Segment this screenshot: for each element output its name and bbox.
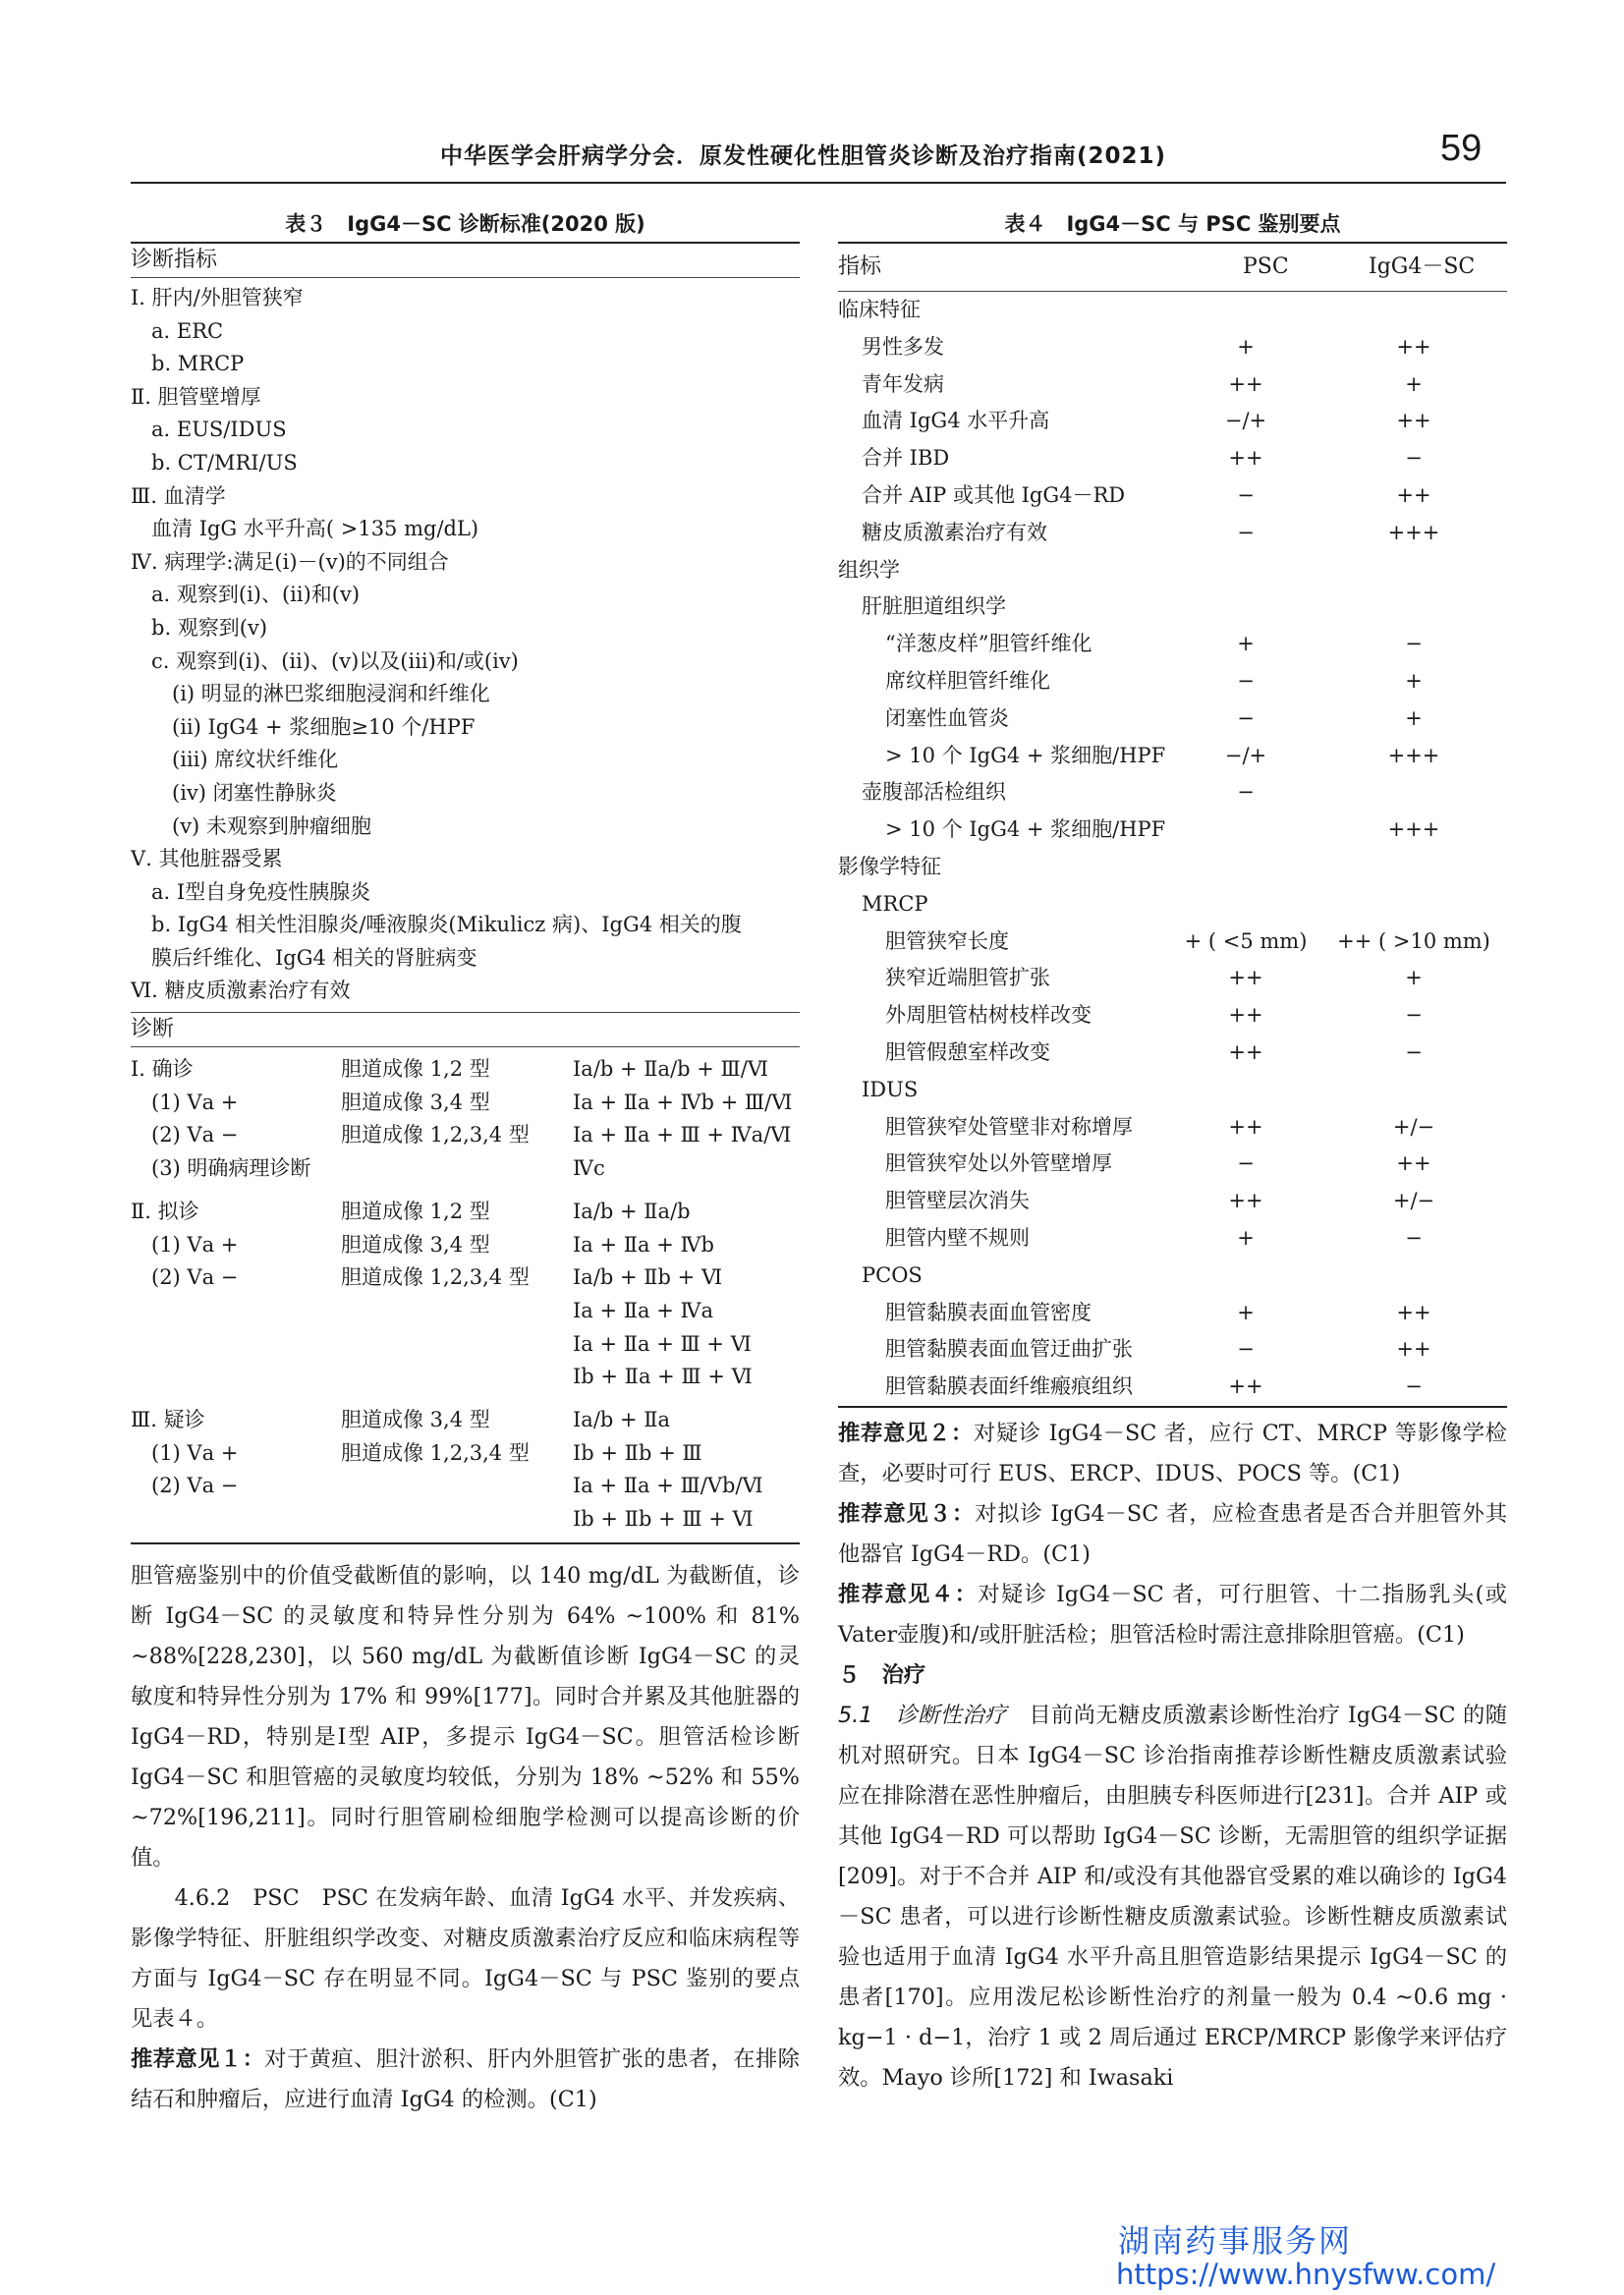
table4-row — [838, 1146, 1507, 1183]
table4-col-igg4sc: IgG4－SC — [1369, 254, 1476, 279]
table4-row — [838, 1109, 1507, 1147]
igg4sc-text: +/− — [1392, 1189, 1435, 1213]
criteria-row: (ⅱ) IgG4 + 浆细胞≥10 个/HPF — [131, 714, 476, 739]
table4-label: 胆管黏膜表面血管密度 — [885, 1300, 1092, 1324]
criteria-row: (ⅰ) 明显的淋巴浆细胞浸润和纤维化 — [131, 682, 490, 706]
table4-col-indicator: 指标 — [838, 254, 882, 279]
imaging-type: 胆道成像 1,2,3,4 型 — [341, 1440, 530, 1465]
criteria-row: Ⅴ. 其他脏器受累 — [131, 847, 283, 871]
criteria-row: a. EUS/IDUS — [131, 418, 287, 442]
diagnosis-row — [131, 1119, 800, 1152]
table4-label: 壶腹部活检组织 — [862, 780, 1006, 805]
igg4sc-text: ++ — [1396, 334, 1431, 359]
imaging-type: 胆道成像 1,2,3,4 型 — [341, 1123, 530, 1148]
criteria-row: a. 观察到(ⅰ)、(ⅱ)和(ⅴ) — [131, 583, 361, 607]
table4-label: 胆管内壁不规则 — [885, 1225, 1030, 1250]
psc-text: + — [1237, 1225, 1255, 1250]
table-rule — [131, 1542, 800, 1544]
criteria-combo: Ⅰa + Ⅱa + Ⅳb — [573, 1232, 714, 1257]
table4-label: 闭塞性血管炎 — [885, 705, 1009, 730]
table3-criteria — [131, 278, 800, 1008]
psc-text: + — [1237, 334, 1255, 359]
criteria-combo: Ⅰa/b + Ⅱa/b — [573, 1199, 691, 1223]
criteria-row: c. 观察到(ⅰ)、(ⅱ)、(ⅴ)以及(ⅲ)和/或(ⅳ) — [131, 648, 519, 673]
diagnosis-row — [131, 1053, 800, 1087]
igg4sc-text: +++ — [1387, 817, 1440, 842]
psc-text: ++ — [1228, 1114, 1263, 1139]
recommendation-lead: 推荐意见１： — [131, 2045, 265, 2072]
criteria-row: Ⅳ. 病理学:满足(ⅰ)－(ⅴ)的不同组合 — [131, 549, 449, 574]
table4-col-psc: PSC — [1243, 254, 1289, 279]
criteria-combo: Ⅰa + Ⅱa + Ⅲ + Ⅳa/Ⅵ — [573, 1123, 792, 1148]
diagnosis-level: (1) Ⅴa + — [131, 1090, 239, 1114]
table4-row — [838, 440, 1507, 477]
recommendation-lead: 推荐意见４： — [838, 1581, 979, 1607]
criteria-combo: Ⅰa/b + Ⅱb + Ⅵ — [573, 1265, 723, 1290]
header-rule — [131, 182, 1506, 184]
criteria-row: b. IgG4 相关性泪腺炎/唾液腺炎(Mikulicz 病)、IgG4 相关的腹 — [131, 913, 742, 937]
imaging-type: 胆道成像 1,2 型 — [341, 1199, 490, 1223]
table4-label: 男性多发 — [862, 334, 944, 359]
criteria-row: Ⅱ. 胆管壁增厚 — [131, 384, 261, 409]
igg4sc-text: ++ ( >10 mm) — [1337, 928, 1490, 953]
diagnosis-row — [131, 1261, 800, 1295]
criteria-combo: Ⅰa/b + Ⅱa — [573, 1407, 671, 1431]
table4-row — [838, 1369, 1507, 1406]
recommendation-1 — [131, 2040, 800, 2120]
subsection-lead: 5.1 诊断性治疗 — [838, 1702, 1007, 1728]
table4-row — [838, 626, 1507, 663]
igg4sc-text: + — [1405, 966, 1423, 990]
table4-header-row — [838, 244, 1507, 291]
psc-text: ++ — [1228, 966, 1263, 990]
psc-text: ++ — [1228, 1189, 1263, 1213]
psc-text: + — [1237, 1300, 1255, 1324]
criteria-combo: Ⅰb + Ⅱa + Ⅲ + Ⅵ — [573, 1365, 753, 1389]
igg4sc-text: − — [1405, 1039, 1423, 1064]
imaging-type: 胆道成像 1,2,3,4 型 — [341, 1265, 530, 1290]
running-header: 中华医学会肝病学分会．原发性硬化性胆管炎诊断及治疗指南(2021) — [440, 143, 1167, 169]
diagnosis-row — [131, 1404, 800, 1437]
diagnosis-level: Ⅲ. 疑诊 — [131, 1407, 205, 1431]
igg4sc-text: +/− — [1392, 1114, 1435, 1139]
table4-label: > 10 个 IgG4 + 浆细胞/HPF — [885, 817, 1166, 842]
table4-row — [838, 329, 1507, 366]
psc-text: − — [1237, 780, 1255, 805]
igg4sc-text: ++ — [1396, 1300, 1431, 1324]
table4-label: 糖皮质激素治疗有效 — [862, 520, 1047, 544]
table4-row — [838, 812, 1507, 849]
diagnosis-level: (2) Ⅴa − — [131, 1123, 239, 1148]
table4-label: 胆管狭窄长度 — [885, 928, 1009, 953]
criteria-combo: Ⅰb + Ⅱb + Ⅲ + Ⅵ — [573, 1507, 754, 1531]
table4-label: 胆管假憩室样改变 — [885, 1039, 1050, 1064]
table4-row — [838, 1072, 1507, 1109]
table4-row — [838, 477, 1507, 515]
right-body-text — [838, 1414, 1507, 2099]
right-column — [838, 206, 1507, 2099]
psc-text: ++ — [1228, 1039, 1263, 1064]
table4-label: PCOS — [862, 1262, 923, 1287]
table4-label: IDUS — [862, 1077, 919, 1101]
recommendation-2 — [838, 1414, 1507, 1494]
criteria-row: (ⅳ) 闭塞性静脉炎 — [131, 780, 337, 805]
table4-label: 组织学 — [838, 557, 900, 582]
igg4sc-text: ++ — [1396, 1337, 1431, 1362]
table4-label: 席纹样胆管纤维化 — [885, 668, 1050, 693]
group-gap — [131, 1394, 800, 1404]
diagnosis-level: Ⅱ. 拟诊 — [131, 1199, 199, 1223]
criteria-row: a. Ⅰ型自身免疫性胰腺炎 — [131, 879, 371, 904]
table4-row — [838, 1220, 1507, 1258]
igg4sc-text: − — [1405, 632, 1423, 656]
criteria-row: b. CT/MRI/US — [131, 450, 298, 475]
diagnosis-level: (3) 明确病理诊断 — [131, 1156, 311, 1181]
table4-row — [838, 774, 1507, 812]
diagnosis-level: (2) Ⅴa − — [131, 1265, 239, 1290]
criteria-row: Ⅰ. 肝内/外胆管狭窄 — [131, 286, 304, 309]
table4-label: 影像学特征 — [838, 854, 941, 878]
criteria-row: 膜后纤维化、IgG4 相关的肾脏病变 — [131, 945, 477, 970]
criteria-combo: Ⅰa + Ⅱa + Ⅲ + Ⅵ — [573, 1331, 752, 1356]
igg4sc-text: + — [1405, 668, 1423, 693]
criteria-row: a. ERC — [131, 318, 224, 343]
subsection-text: 目前尚无糖皮质激素诊断性治疗 IgG4－SC 的随机对照研究。日本 IgG4－SC 诊治指南推荐诊断性糖皮质激素试验应在排除潜在恶性肿瘤后，由胆胰专科医师进行[231]。合并 AIP 或其他 IgG4－RD 可以帮助 IgG4－SC 诊断，无需胆管的组织学证据[209]。对于不合并 AIP 和/或没有其他器官受累的难以确诊的 IgG4－SC 患者，可以进行诊断性糖皮质激素试验。诊断性糖皮质激素试验也适用于血清 IgG4 水平升高且胆管造影结果提示 IgG4－SC 的患者[170]。应用泼尼松诊断性治疗的剂量一般为 0.4 ~0.6 mg · kg−1 · d−1，治疗 1 或 2 周后通过 ERCP/MRCP 影像学来评估疗效。Mayo 诊所[172] 和 Iwasaki — [838, 1702, 1507, 2091]
table4-label: 合并 IBD — [862, 446, 950, 471]
diagnosis-level: (1) Ⅴa + — [131, 1440, 239, 1465]
table4-row — [838, 366, 1507, 404]
igg4sc-text: + — [1405, 371, 1423, 396]
igg4sc-text: +++ — [1387, 743, 1440, 767]
criteria-combo: Ⅰa + Ⅱa + Ⅳa — [573, 1298, 714, 1322]
diagnosis-row — [131, 1361, 800, 1394]
psc-text: ++ — [1228, 446, 1263, 471]
table4-label: 青年发病 — [862, 371, 944, 396]
criteria-row: Ⅲ. 血清学 — [131, 483, 226, 508]
imaging-type: 胆道成像 3,4 型 — [341, 1232, 490, 1257]
psc-text: − — [1237, 705, 1255, 730]
diagnosis-row — [131, 1152, 800, 1186]
table4-row — [838, 292, 1507, 329]
igg4sc-text: ++ — [1396, 482, 1431, 507]
diagnosis-row — [131, 1196, 800, 1229]
table4-row — [838, 924, 1507, 961]
igg4sc-text: +++ — [1387, 520, 1440, 544]
table4-row — [838, 1183, 1507, 1220]
criteria-row: Ⅵ. 糖皮质激素治疗有效 — [131, 979, 351, 1003]
recommendation-lead: 推荐意见３： — [838, 1500, 976, 1527]
criteria-combo: Ⅰa/b + Ⅱa/b + Ⅲ/Ⅵ — [573, 1057, 768, 1082]
table4-label: > 10 个 IgG4 + 浆细胞/HPF — [885, 743, 1166, 767]
table4-row — [838, 849, 1507, 886]
watermark-site-name: 湖南药事服务网 — [1118, 2222, 1353, 2260]
table3-diagnosis-header: 诊断 — [131, 1017, 175, 1042]
table4-label: 临床特征 — [838, 298, 921, 321]
table3-criteria-header: 诊断指标 — [131, 248, 218, 272]
table4-row — [838, 1035, 1507, 1072]
table4-label: “洋葱皮样”胆管纤维化 — [885, 632, 1092, 656]
table4-title: 表４ IgG4－SC 与 PSC 鉴别要点 — [1004, 212, 1341, 236]
psc-text: ++ — [1228, 1003, 1263, 1028]
criteria-combo: Ⅰb + Ⅱb + Ⅲ — [573, 1440, 702, 1465]
psc-text: + — [1237, 632, 1255, 656]
igg4sc-text: − — [1405, 1374, 1423, 1399]
criteria-combo: Ⅰa + Ⅱa + Ⅲ/Ⅴb/Ⅵ — [573, 1474, 763, 1498]
psc-text: + ( <5 mm) — [1184, 928, 1308, 953]
page-number: 59 — [1440, 128, 1483, 169]
igg4sc-text: ++ — [1396, 1151, 1431, 1176]
watermark-url[interactable]: https://www.hnysfww.com/ — [1116, 2258, 1496, 2291]
recommendation-3 — [838, 1494, 1507, 1575]
table4-label: 胆管壁层次消失 — [885, 1189, 1030, 1213]
table4-label: 胆管黏膜表面血管迂曲扩张 — [885, 1337, 1133, 1362]
table4-row — [838, 552, 1507, 589]
diagnosis-row — [131, 1503, 800, 1537]
table4-label: 胆管狭窄处以外管壁增厚 — [885, 1151, 1112, 1176]
criteria-row: 血清 IgG 水平升高( >135 mg/dL) — [131, 517, 479, 541]
diagnosis-row — [131, 1087, 800, 1120]
psc-text: − — [1237, 1151, 1255, 1176]
igg4sc-text: − — [1405, 446, 1423, 471]
diagnosis-level: (1) Ⅴa + — [131, 1232, 239, 1257]
table4-row — [838, 1295, 1507, 1332]
table4-label: 外周胆管枯树枝样改变 — [885, 1003, 1092, 1028]
table4-label: 合并 AIP 或其他 IgG4－RD — [862, 482, 1126, 507]
diagnosis-row — [131, 1229, 800, 1262]
table4-label: 胆管狭窄处管壁非对称增厚 — [885, 1114, 1133, 1139]
igg4sc-text: − — [1405, 1225, 1423, 1250]
table4-row — [838, 886, 1507, 924]
imaging-type: 胆道成像 3,4 型 — [341, 1090, 490, 1114]
psc-text: − — [1237, 482, 1255, 507]
criteria-row: (ⅴ) 未观察到肿瘤细胞 — [131, 813, 371, 838]
diagnosis-row — [131, 1470, 800, 1503]
table4-row — [838, 997, 1507, 1035]
psc-text: −/+ — [1224, 409, 1267, 433]
table4-label: MRCP — [862, 891, 928, 916]
igg4sc-text: ++ — [1396, 409, 1431, 433]
psc-text: − — [1237, 668, 1255, 693]
criteria-combo: Ⅰa + Ⅱa + Ⅳb + Ⅲ/Ⅵ — [573, 1090, 793, 1114]
section-heading: ５ 治疗 — [838, 1661, 926, 1688]
imaging-type: 胆道成像 3,4 型 — [341, 1407, 490, 1431]
table3-diagnosis — [131, 1047, 800, 1537]
table4-row — [838, 1331, 1507, 1369]
diagnosis-row — [131, 1437, 800, 1471]
criteria-row: b. MRCP — [131, 352, 245, 376]
psc-text: − — [1237, 1337, 1255, 1362]
table4-row — [838, 1258, 1507, 1295]
recommendation-4 — [838, 1575, 1507, 1655]
psc-text: ++ — [1228, 1374, 1263, 1399]
table4-body — [838, 292, 1507, 1406]
table3-title: 表３ IgG4－SC 诊断标准(2020 版) — [285, 212, 645, 236]
diagnosis-row — [131, 1328, 800, 1362]
psc-text: ++ — [1228, 371, 1263, 396]
imaging-type: 胆道成像 1,2 型 — [341, 1057, 490, 1082]
group-gap — [131, 1186, 800, 1196]
recommendation-text: 对疑诊 IgG4－SC 者，可行胆管、十二指肠乳头(或 Vater壶腹)和/或肝脏活检；胆管活检时需注意排除胆管癌。(C1) — [838, 1581, 1507, 1648]
psc-text: − — [1237, 520, 1255, 544]
recommendation-lead: 推荐意见２： — [838, 1420, 974, 1446]
recommendation-text: 对于黄疸、胆汁淤积、肝内外胆管扩张的患者，在排除结石和肿瘤后，应进行血清 IgG4 的检测。(C1) — [131, 2045, 800, 2112]
section-5-1 — [838, 1696, 1507, 2099]
criteria-row: (ⅲ) 席纹状纤维化 — [131, 748, 339, 772]
table4-row — [838, 738, 1507, 775]
table4-label: 血清 IgG4 水平升高 — [862, 409, 1050, 433]
igg4sc-text: + — [1405, 705, 1423, 730]
recommendation-text: 对拟诊 IgG4－SC 者，应检查患者是否合并胆管外其他器官 IgG4－RD。(C1) — [838, 1500, 1507, 1567]
diagnosis-level: Ⅰ. 确诊 — [131, 1057, 194, 1082]
criteria-row: b. 观察到(ⅴ) — [131, 615, 268, 640]
table-rule — [838, 1406, 1507, 1408]
paragraph: 胆管癌鉴别中的价值受截断值的影响，以 140 mg/dL 为截断值，诊断 IgG4－SC 的灵敏度和特异性分别为 64% ~100% 和 81% ~88%[228,230]，以 560 mg/dL 为截断值诊断 IgG4－SC 的灵敏度和特异性分别为 17% 和 99%[177]。同时合并累及其他脏器的 IgG4－RD，特别是Ⅰ型 AIP，多提示 IgG4－SC。胆管活检诊断 IgG4－SC 和胆管癌的灵敏度均较低，分别为 18% ~52% 和 55% ~72%[196,211]。同时行胆管刷检细胞学检测可以提高诊断的价值。 — [131, 1562, 800, 1871]
left-column — [131, 206, 800, 2120]
table4-row — [838, 700, 1507, 738]
table4-row — [838, 960, 1507, 997]
paragraph: 4.6.2 PSC PSC 在发病年龄、血清 IgG4 水平、并发疾病、影像学特征、肝脏组织学改变、对糖皮质激素治疗反应和临床病程等方面与 IgG4－SC 存在明显不同。IgG4－SC 与 PSC 鉴别的要点见表４。 — [131, 1884, 800, 2032]
table4-label: 狭窄近端胆管扩张 — [885, 966, 1050, 990]
igg4sc-text: − — [1405, 1003, 1423, 1028]
criteria-combo: Ⅳc — [573, 1156, 605, 1181]
table4-label: 肝脏胆道组织学 — [862, 594, 1006, 619]
table4-row — [838, 403, 1507, 440]
table4-row — [838, 515, 1507, 552]
left-body-text — [131, 1556, 800, 2120]
table4-row — [838, 663, 1507, 700]
recommendation-text: 对疑诊 IgG4－SC 者，应行 CT、MRCP 等影像学检查，必要时可行 EUS、ERCP、IDUS、POCS 等。(C1) — [838, 1420, 1507, 1486]
table4-row — [838, 588, 1507, 626]
table4-label: 胆管黏膜表面纤维瘢痕组织 — [885, 1374, 1133, 1399]
psc-text: −/+ — [1224, 743, 1267, 767]
diagnosis-row — [131, 1295, 800, 1328]
diagnosis-level: (2) Ⅴa − — [131, 1474, 239, 1498]
